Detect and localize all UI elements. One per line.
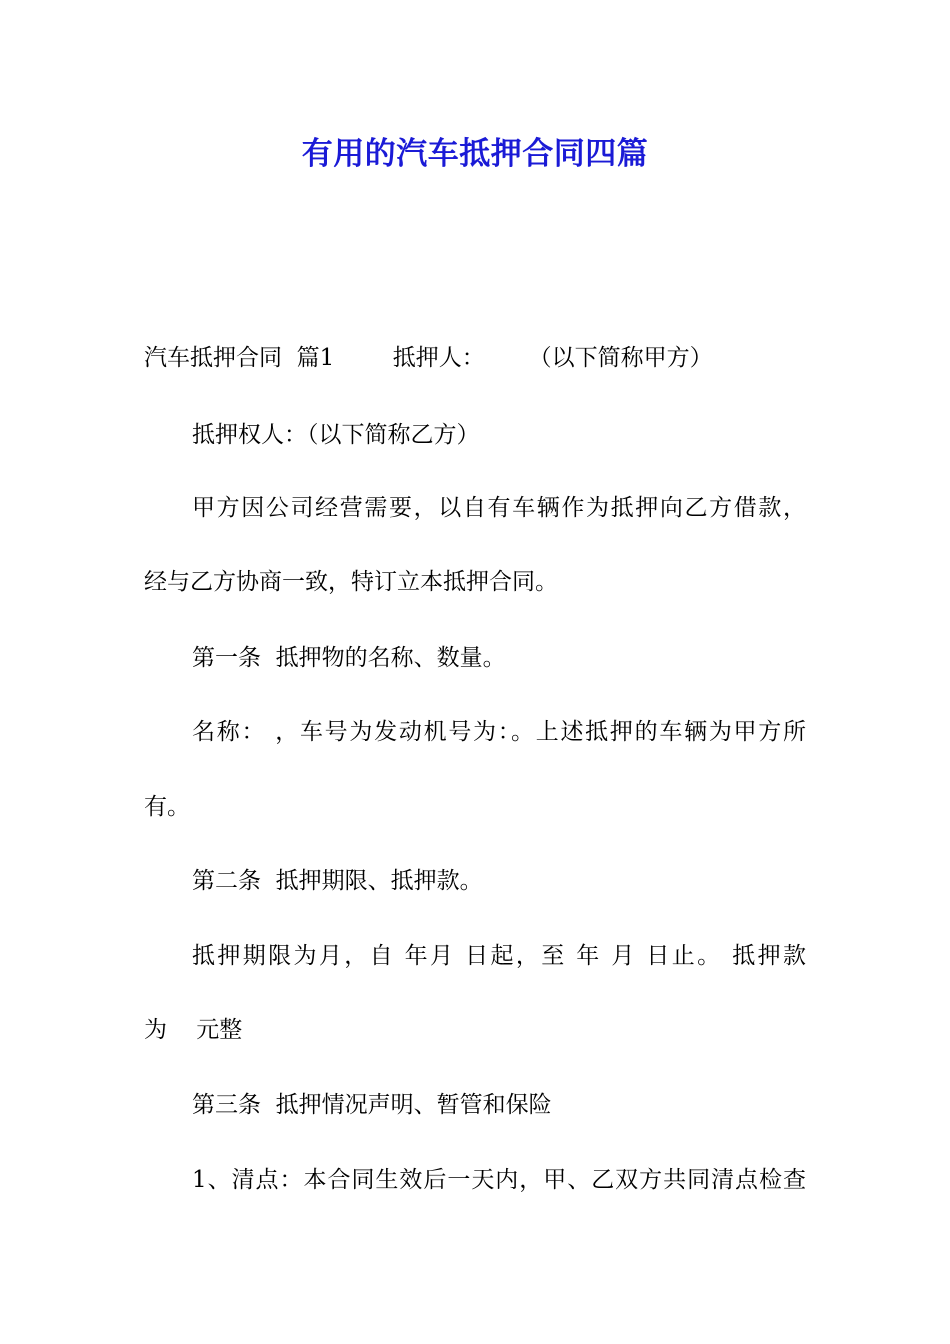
paragraph-line: 抵押权人：（以下简称乙方） xyxy=(192,422,480,448)
paragraph-line: 第二条 抵押期限、抵押款。 xyxy=(192,868,483,894)
paragraph-line: 为 元整 xyxy=(144,1017,243,1043)
paragraph-line: 抵押期限为月，自 年月 日起，至 年 月 日止。 抵押款 xyxy=(192,943,806,969)
paragraph-line: 汽车抵押合同 篇1 抵押人： （以下简称甲方） xyxy=(144,345,713,371)
paragraph-line: 第一条 抵押物的名称、数量。 xyxy=(192,645,506,671)
paragraph-line: 1、清点：本合同生效后一天内，甲、乙双方共同清点检查 xyxy=(192,1167,806,1193)
paragraph-line: 甲方因公司经营需要，以自有车辆作为抵押向乙方借款， xyxy=(192,495,806,521)
paragraph-line: 第三条 抵押情况声明、暂管和保险 xyxy=(192,1092,552,1118)
paragraph-line: 名称： ，车号为发动机号为：。上述抵押的车辆为甲方所 xyxy=(192,719,806,745)
document-title: 有用的汽车抵押合同四篇 xyxy=(301,136,649,172)
paragraph-line: 经与乙方协商一致，特订立本抵押合同。 xyxy=(144,569,558,595)
paragraph-line: 有。 xyxy=(144,794,190,820)
